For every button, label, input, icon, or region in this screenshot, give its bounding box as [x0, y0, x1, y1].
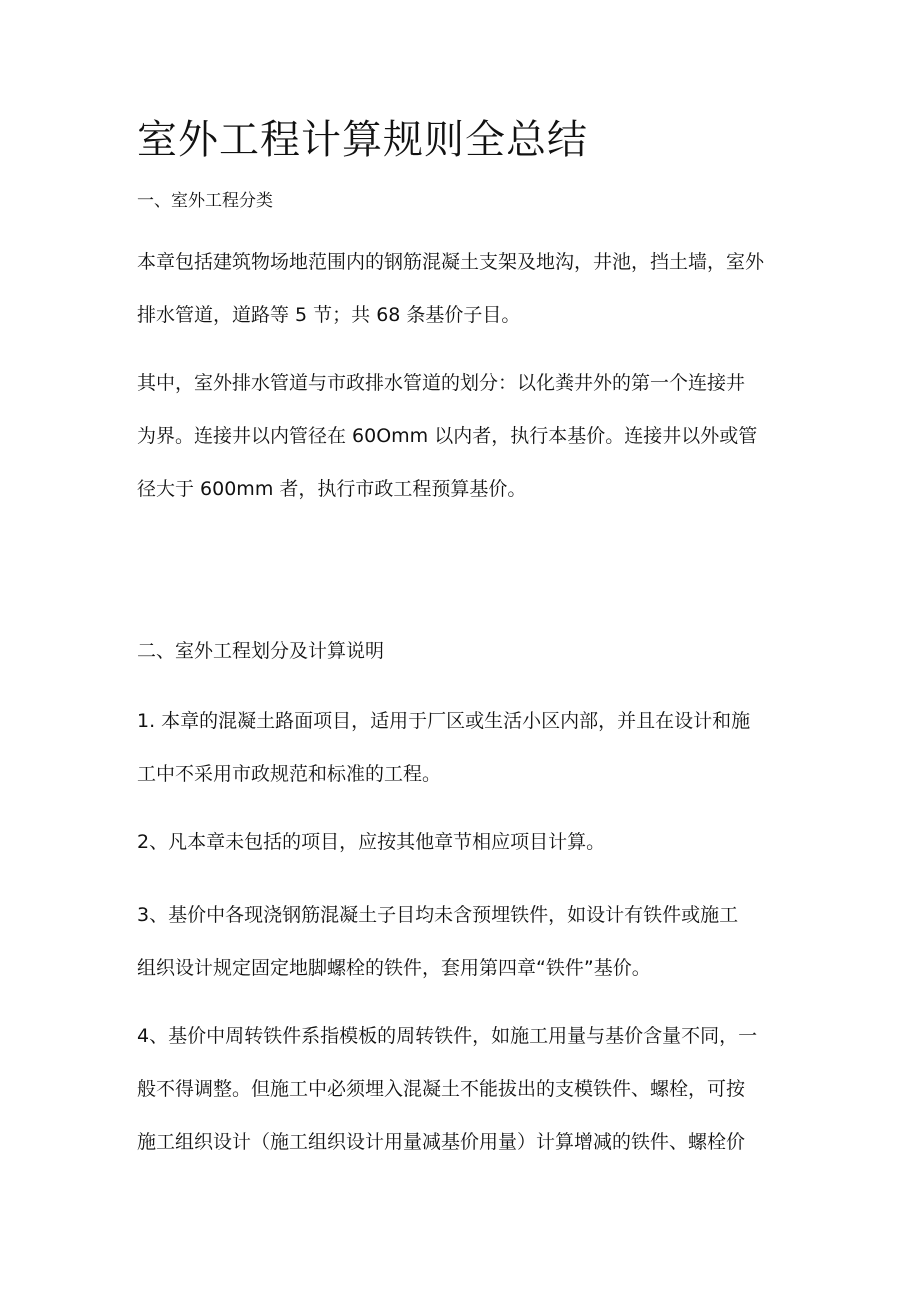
section-2-heading: 二、室外工程划分及计算说明: [137, 640, 385, 662]
section-2-item-2: [137, 824, 787, 877]
section-1-paragraph-2: [137, 365, 787, 524]
text-line: 为界。连接井以内管径在 60Omm 以内者，执行本基价。连接井以外或管: [137, 425, 758, 447]
section-1-heading: 一、室外工程分类: [137, 191, 273, 211]
text-line: 2、凡本章未包括的项目，应按其他章节相应项目计算。: [137, 831, 606, 853]
text-line: 排水管道，道路等 5 节；共 68 条基价子目。: [137, 304, 521, 326]
text-line: 其中，室外排水管道与市政排水管道的划分：以化粪井外的第一个连接井: [137, 372, 746, 394]
section-1-paragraph-1: [137, 244, 787, 350]
text-line: 组织设计规定固定地脚螺栓的铁件，套用第四章“铁件”基价。: [137, 957, 651, 979]
text-line: 施工组织设计（施工组织设计用量减基价用量）计算增减的铁件、螺栓价: [137, 1131, 746, 1153]
text-line: 般不得调整。但施工中必须埋入混凝土不能拔出的支模铁件、螺栓，可按: [137, 1078, 746, 1100]
text-line: 3、基价中各现浇钢筋混凝土子目均未含预埋铁件，如设计有铁件或施工: [137, 904, 739, 926]
section-2-item-4: [137, 1018, 787, 1177]
text-line: 4、基价中周转铁件系指模板的周转铁件，如施工用量与基价含量不同，一: [137, 1025, 758, 1047]
section-2-item-1: [137, 703, 787, 809]
page-title: 室外工程计算规则全总结: [137, 117, 588, 163]
text-line: 本章包括建筑物场地范围内的钢筋混凝土支架及地沟，井池，挡土墙，室外: [137, 251, 765, 273]
text-line: 径大于 600mm 者，执行市政工程预算基价。: [137, 478, 527, 500]
text-line: 1. 本章的混凝土路面项目，适用于厂区或生活小区内部，并且在设计和施: [137, 710, 751, 732]
section-2-item-3: [137, 897, 787, 1003]
text-line: 工中不采用市政规范和标准的工程。: [137, 763, 442, 785]
